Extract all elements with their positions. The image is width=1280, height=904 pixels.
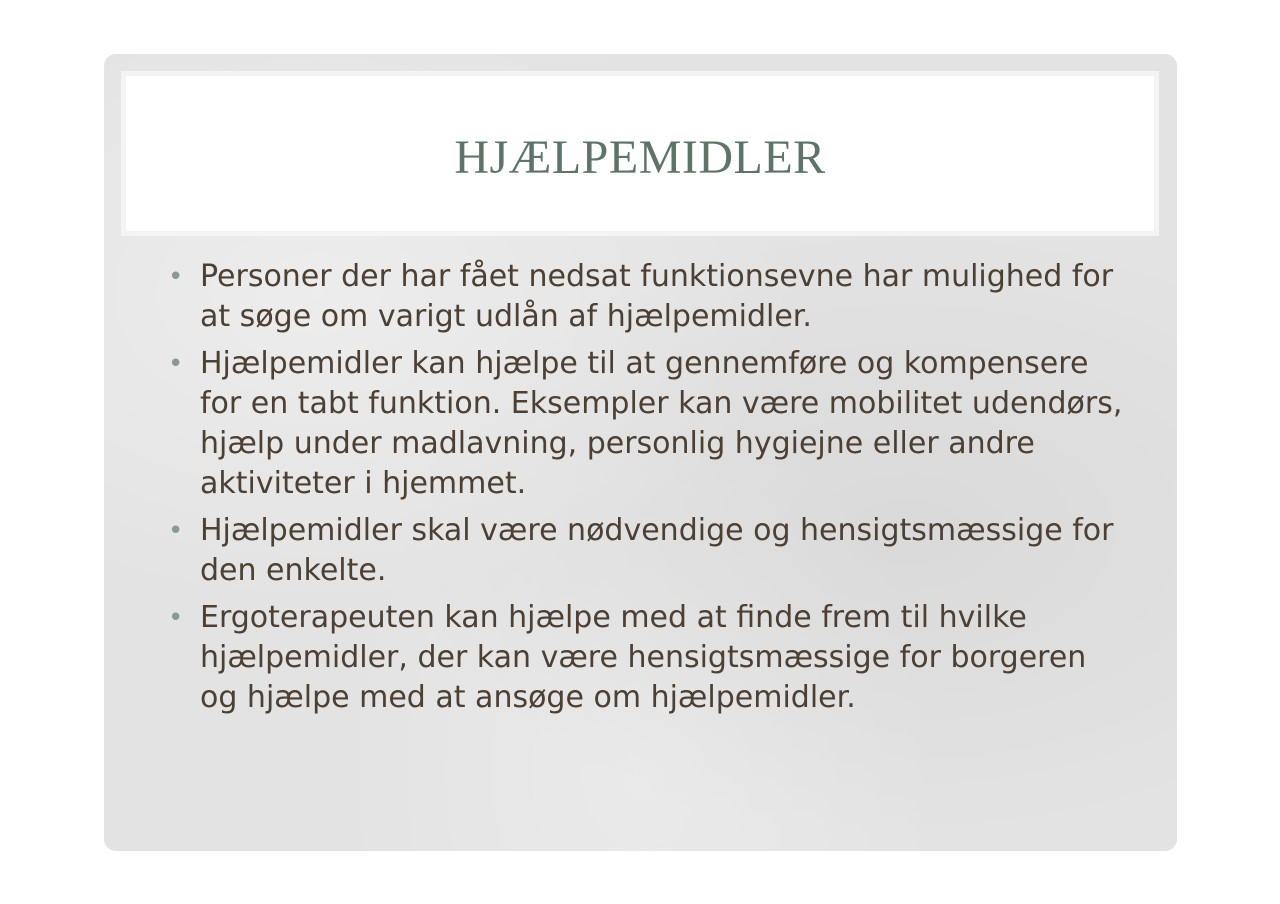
bullet-dot: • <box>168 349 184 379</box>
bullet-item <box>164 344 1124 504</box>
bullet-text: Hjælpemidler kan hjælpe til at gennemføre og kompensere for en tabt funktion. Eksempler kan være mobilitet udendørs, hjælp under madlavning, personlig hygiejne eller andre aktiviteter i hjemmet. <box>200 346 1123 501</box>
bullet-dot: • <box>168 262 184 292</box>
bullet-item <box>164 598 1124 718</box>
bullet-item <box>164 257 1124 337</box>
bullet-item <box>164 511 1124 591</box>
slide-title: HJÆLPEMIDLER <box>454 131 826 184</box>
bullet-text: Ergoterapeuten kan hjælpe med at finde frem til hvilke hjælpemidler, der kan være hensigtsmæssige for borgeren og hjælpe med at ansøge om hjælpemidler. <box>200 600 1087 715</box>
slide <box>104 54 1177 851</box>
bullet-text: Hjælpemidler skal være nødvendige og hensigtsmæssige for den enkelte. <box>200 513 1114 588</box>
title-box <box>126 76 1154 231</box>
bullet-text: Personer der har fået nedsat funktionsevne har mulighed for at søge om varigt udlån af hjælpemidler. <box>200 259 1114 334</box>
bullet-list <box>164 257 1124 725</box>
bullet-dot: • <box>168 516 184 546</box>
bullet-dot: • <box>168 603 184 633</box>
